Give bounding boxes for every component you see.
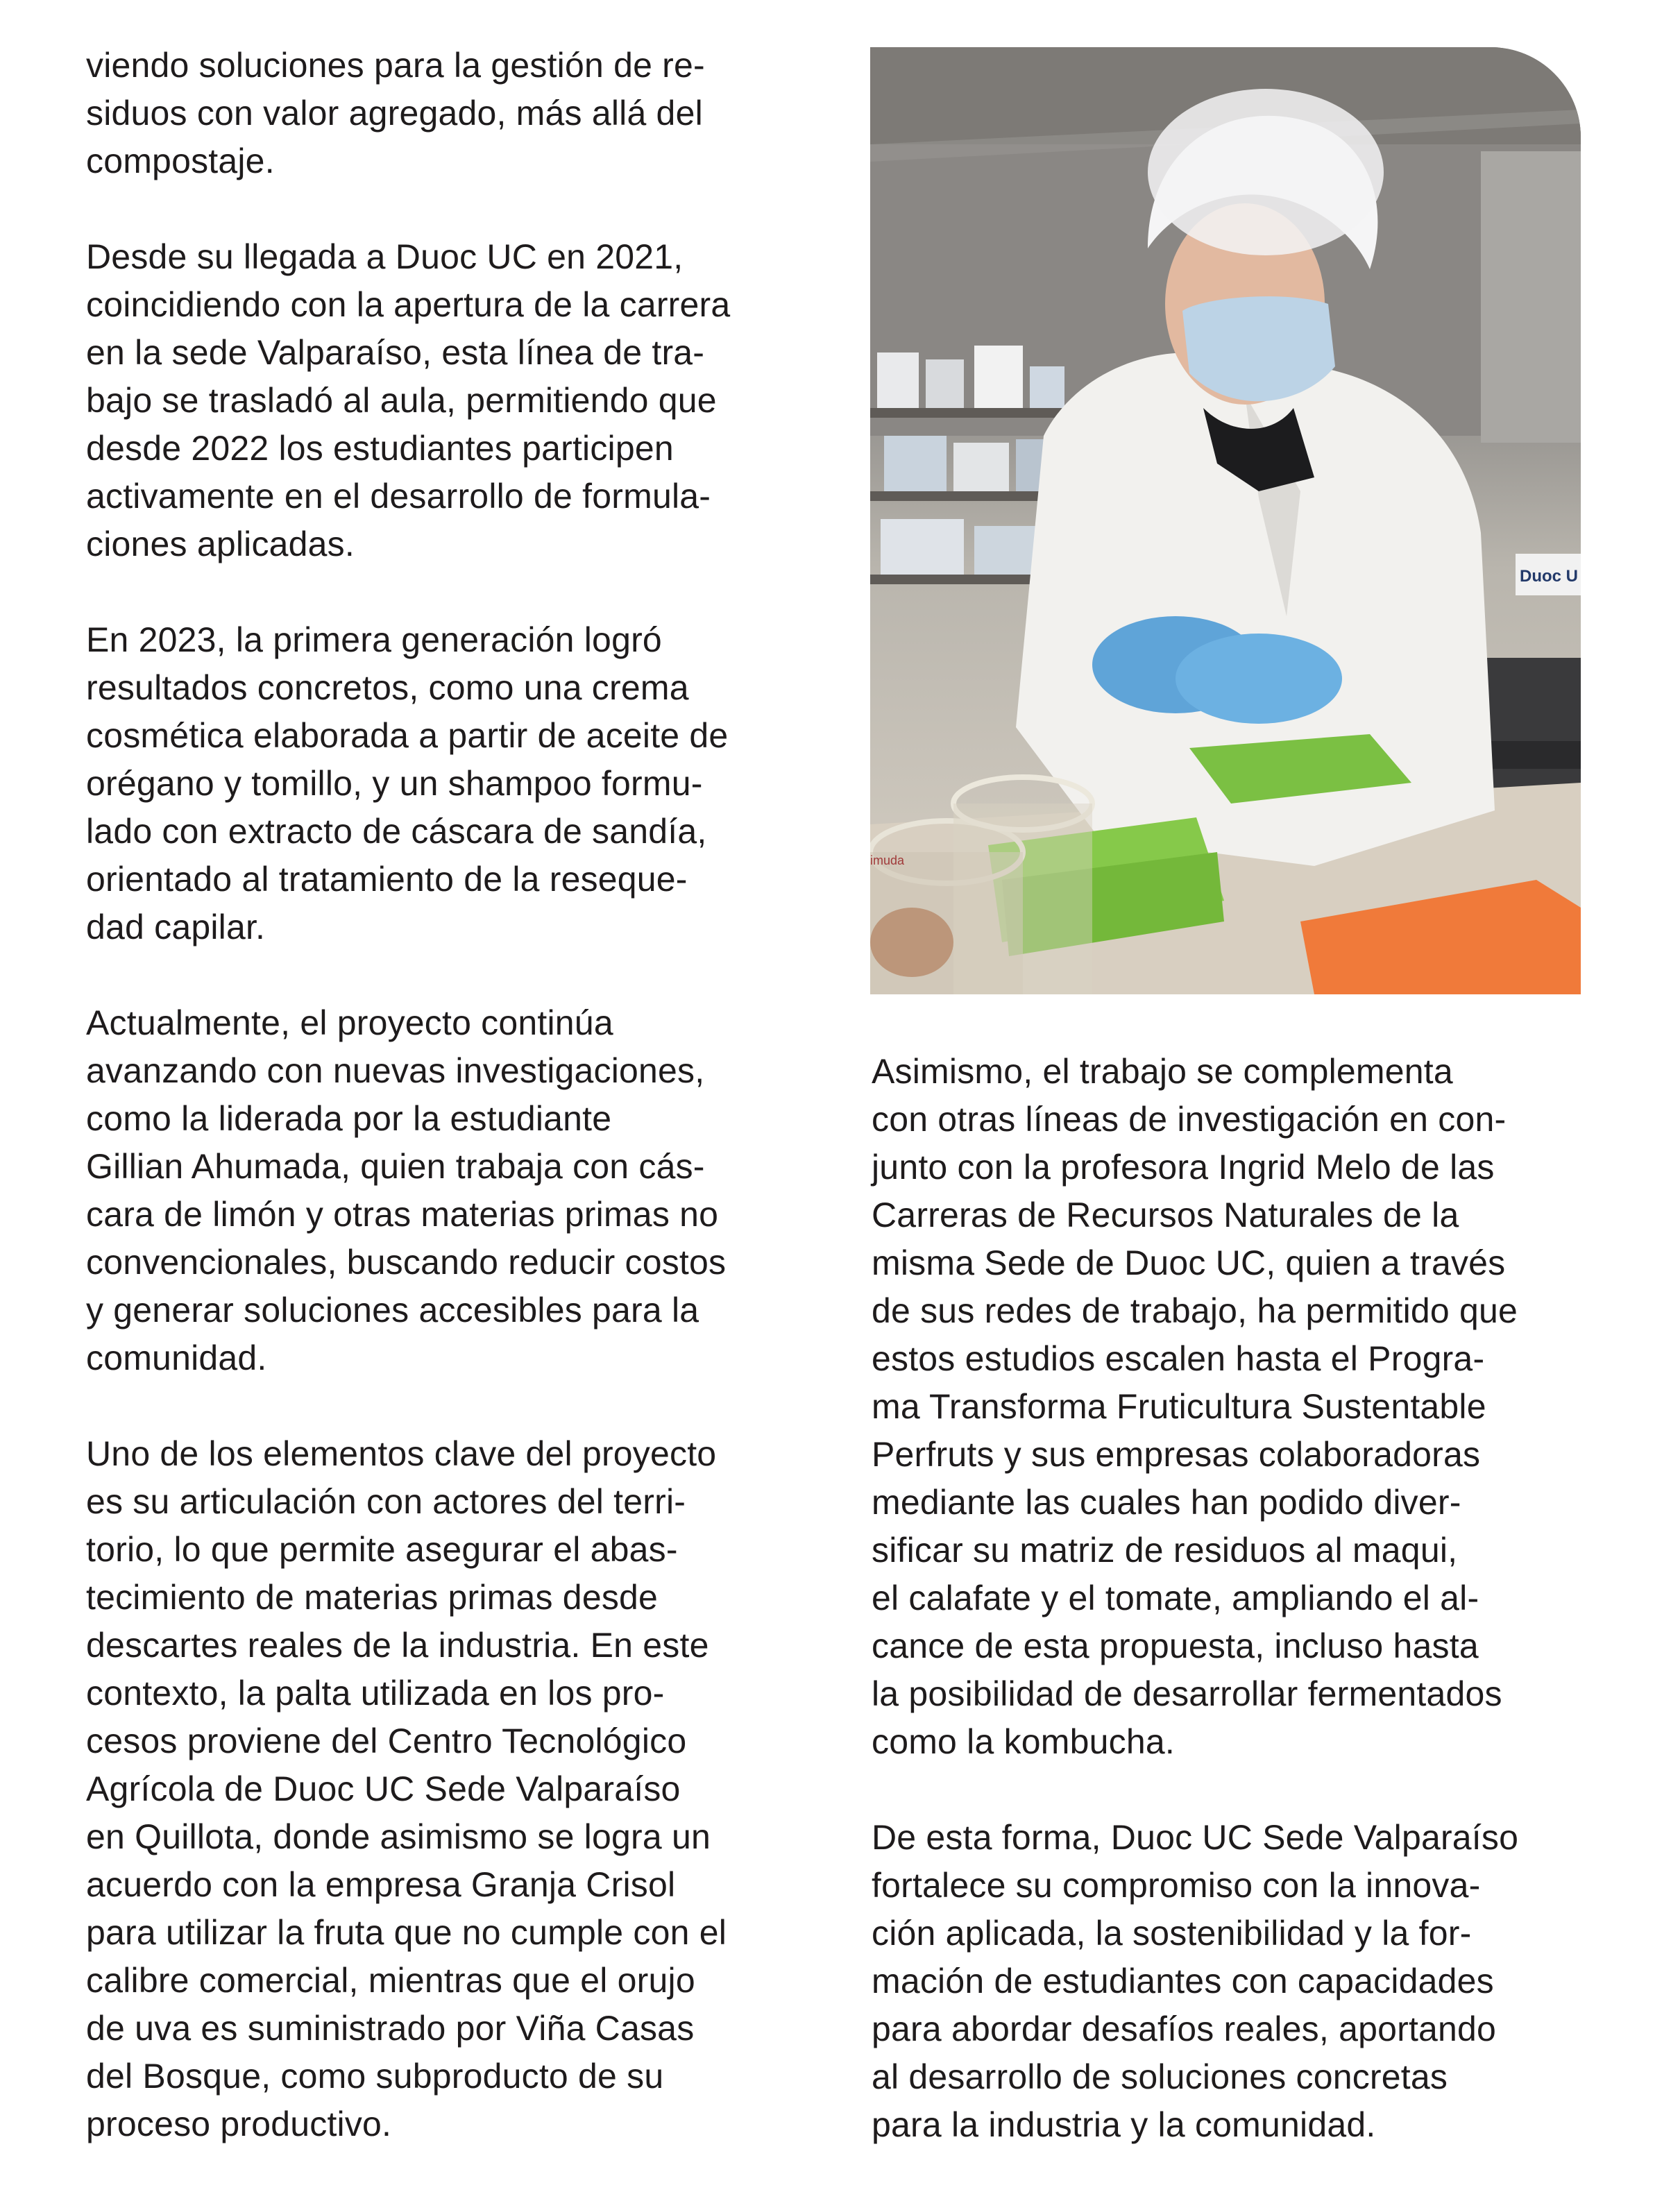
paragraph-break [872, 1766, 1593, 1814]
text-line: fortalece su compromiso con la innova- [872, 1866, 1481, 1905]
text-line: cance de esta propuesta, incluso hasta [872, 1626, 1479, 1665]
text-line: del Bosque, como subproducto de su [86, 2057, 664, 2096]
paragraph-break [86, 1382, 787, 1430]
text-line: convencionales, buscando reducir costos [86, 1243, 727, 1282]
text-line: Perfruts y sus empresas colaboradoras [872, 1435, 1481, 1474]
text-line: cosmética elaborada a partir de aceite de [86, 716, 729, 755]
text-line: ción aplicada, la sostenibilidad y la for- [872, 1914, 1472, 1953]
text-line: en la sede Valparaíso, esta línea de tra- [86, 333, 705, 372]
text-line: Gillian Ahumada, quien trabaja con cás- [86, 1147, 705, 1186]
paragraph-break [86, 568, 787, 616]
text-line: ma Transforma Fruticultura Sustentable [872, 1387, 1486, 1426]
text-line: de uva es suministrado por Viña Casas [86, 2009, 695, 2048]
text-line: estos estudios escalen hasta el Progra- [872, 1339, 1485, 1378]
text-line: de sus redes de trabajo, ha permitido que [872, 1291, 1518, 1330]
text-line: torio, lo que permite asegurar el abas- [86, 1530, 678, 1569]
text-line: con otras líneas de investigación en con- [872, 1100, 1507, 1139]
lab-photo [870, 47, 1581, 994]
text-line: tecimiento de materias primas desde [86, 1578, 659, 1617]
text-line: orégano y tomillo, y un shampoo formu- [86, 764, 703, 803]
text-line: ciones aplicadas. [86, 525, 355, 563]
text-line: proceso productivo. [86, 2105, 392, 2143]
text-line: Actualmente, el proyecto continúa [86, 1003, 613, 1042]
text-line: avanzando con nuevas investigaciones, [86, 1051, 705, 1090]
text-line: para abordar desafíos reales, aportando [872, 2010, 1497, 2048]
text-line: activamente en el desarrollo de formula- [86, 477, 711, 516]
text-line: cara de limón y otras materias primas no [86, 1195, 719, 1234]
text-line: misma Sede de Duoc UC, quien a través [872, 1243, 1506, 1282]
text-line: y generar soluciones accesibles para la [86, 1291, 699, 1329]
text-line: sificar su matriz de residuos al maqui, [872, 1531, 1458, 1570]
text-line: acuerdo con la empresa Granja Crisol [86, 1865, 676, 1904]
text-line: lado con extracto de cáscara de sandía, [86, 812, 707, 851]
left-column-text [86, 42, 787, 2148]
paragraph-break [86, 951, 787, 999]
text-line: mación de estudiantes con capacidades [872, 1962, 1494, 2000]
text-line: Uno de los elementos clave del proyecto [86, 1434, 717, 1473]
text-line: la posibilidad de desarrollar fermentados [872, 1674, 1502, 1713]
lab-sign: Duoc U [1520, 567, 1578, 586]
text-line: es su articulación con actores del terri- [86, 1482, 686, 1521]
text-line: compostaje. [86, 142, 275, 180]
text-line: resultados concretos, como una crema [86, 668, 689, 707]
text-line: desde 2022 los estudiantes participen [86, 429, 674, 468]
text-line: orientado al tratamiento de la reseque- [86, 860, 688, 899]
text-line: En 2023, la primera generación logró [86, 620, 662, 659]
text-line: Asimismo, el trabajo se complementa [872, 1052, 1453, 1091]
text-line: bajo se trasladó al aula, permitiendo que [86, 381, 717, 420]
text-line: coincidiendo con la apertura de la carrera [86, 285, 731, 324]
text-line: al desarrollo de soluciones concretas [872, 2057, 1448, 2096]
text-line: Agrícola de Duoc UC Sede Valparaíso [86, 1769, 681, 1808]
text-line: calibre comercial, mientras que el orujo [86, 1961, 695, 2000]
text-line: como la liderada por la estudiante [86, 1099, 612, 1138]
right-column-text [872, 1048, 1593, 2149]
lab-photo-illustration [870, 47, 1581, 994]
text-line: para utilizar la fruta que no cumple con el [86, 1913, 727, 1952]
text-line: contexto, la palta utilizada en los pro- [86, 1674, 665, 1713]
text-line: comunidad. [86, 1339, 267, 1377]
text-line: en Quillota, donde asimismo se logra un [86, 1817, 711, 1856]
text-line: descartes reales de la industria. En este [86, 1626, 709, 1665]
text-line: para la industria y la comunidad. [872, 2105, 1376, 2144]
text-line: junto con la profesora Ingrid Melo de las [872, 1148, 1495, 1187]
text-line: mediante las cuales han podido diver- [872, 1483, 1461, 1522]
text-line: viendo soluciones para la gestión de re- [86, 46, 705, 85]
paragraph-break [86, 185, 787, 233]
text-line: siduos con valor agregado, más allá del [86, 94, 703, 133]
text-line: De esta forma, Duoc UC Sede Valparaíso [872, 1818, 1519, 1857]
text-line: dad capilar. [86, 908, 266, 946]
text-line: como la kombucha. [872, 1722, 1175, 1761]
text-line: cesos proviene del Centro Tecnológico [86, 1722, 687, 1760]
text-line: Carreras de Recursos Naturales de la [872, 1196, 1459, 1234]
beaker-label: imuda [870, 853, 905, 867]
text-line: Desde su llegada a Duoc UC en 2021, [86, 237, 684, 276]
text-line: el calafate y el tomate, ampliando el al- [872, 1579, 1479, 1617]
